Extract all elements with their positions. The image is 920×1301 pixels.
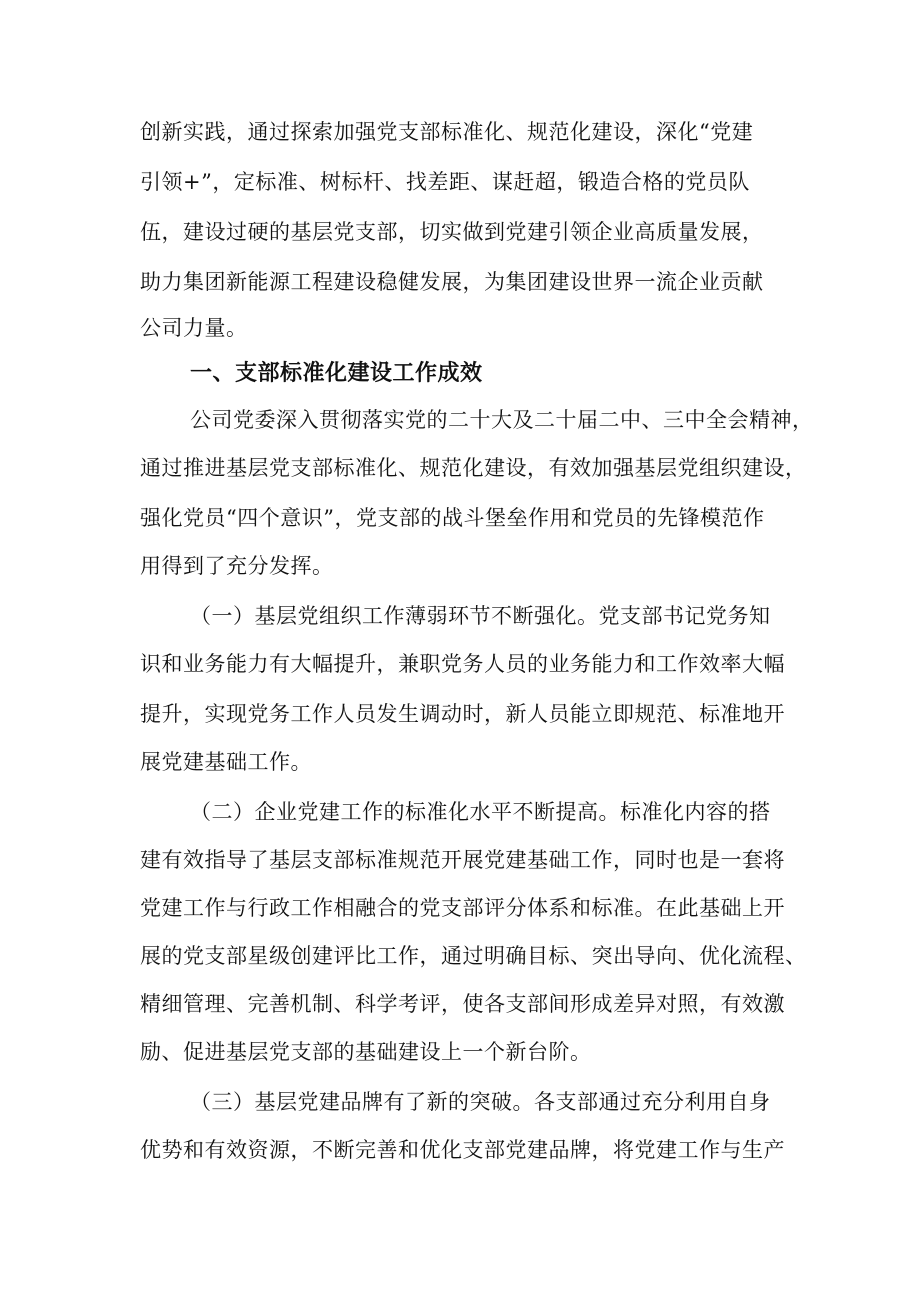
item-line: （二）企业党建工作的标准化水平不断提高。标准化内容的搭 xyxy=(190,800,771,824)
item-line: 精细管理、完善机制、科学考评，使各支部间形成差异对照，有效激 xyxy=(140,992,785,1016)
item-line: 励、促进基层党支部的基础建设上一个新台阶。 xyxy=(140,1040,592,1064)
intro-line: 公司力量。 xyxy=(140,316,248,340)
paragraph-line: 强化党员“四个意识”，党支部的战斗堡垒作用和党员的先锋模范作 xyxy=(140,506,765,530)
item-line: 识和业务能力有大幅提升，兼职党务人员的业务能力和工作效率大幅 xyxy=(140,652,785,676)
item-line: （三）基层党建品牌有了新的突破。各支部通过充分利用自身 xyxy=(190,1090,771,1114)
paragraph-line: 通过推进基层党支部标准化、规范化建设，有效加强基层党组织建设， xyxy=(140,456,807,480)
item-line: 展党建基础工作。 xyxy=(140,750,312,774)
paragraph-line: 公司党委深入贯彻落实党的二十大及二十届二中、三中全会精神， xyxy=(190,408,814,432)
section-heading: 一、支部标准化建设工作成效 xyxy=(190,361,483,386)
item-line: 提升，实现党务工作人员发生调动时，新人员能立即规范、标准地开 xyxy=(140,702,785,726)
intro-line: 助力集团新能源工程建设稳健发展，为集团建设世界一流企业贡献 xyxy=(140,270,764,294)
intro-line: 伍，建设过硬的基层党支部，切实做到党建引领企业高质量发展， xyxy=(140,220,764,244)
item-line: 展的党支部星级创建评比工作，通过明确目标、突出导向、优化流程、 xyxy=(140,944,807,968)
paragraph-line: 用得到了充分发挥。 xyxy=(140,554,334,578)
item-line: 优势和有效资源，不断完善和优化支部党建品牌，将党建工作与生产 xyxy=(140,1138,785,1162)
item-line: 党建工作与行政工作相融合的党支部评分体系和标准。在此基础上开 xyxy=(140,896,785,920)
intro-line: 引领+”，定标准、树标杆、找差距、谋赶超，锻造合格的党员队 xyxy=(140,170,750,194)
item-line: （一）基层党组织工作薄弱环节不断强化。党支部书记党务知 xyxy=(190,604,771,628)
item-line: 建有效指导了基层支部标准规范开展党建基础工作，同时也是一套将 xyxy=(140,848,785,872)
intro-line: 创新实践，通过探索加强党支部标准化、规范化建设，深化“党建 xyxy=(140,120,754,144)
